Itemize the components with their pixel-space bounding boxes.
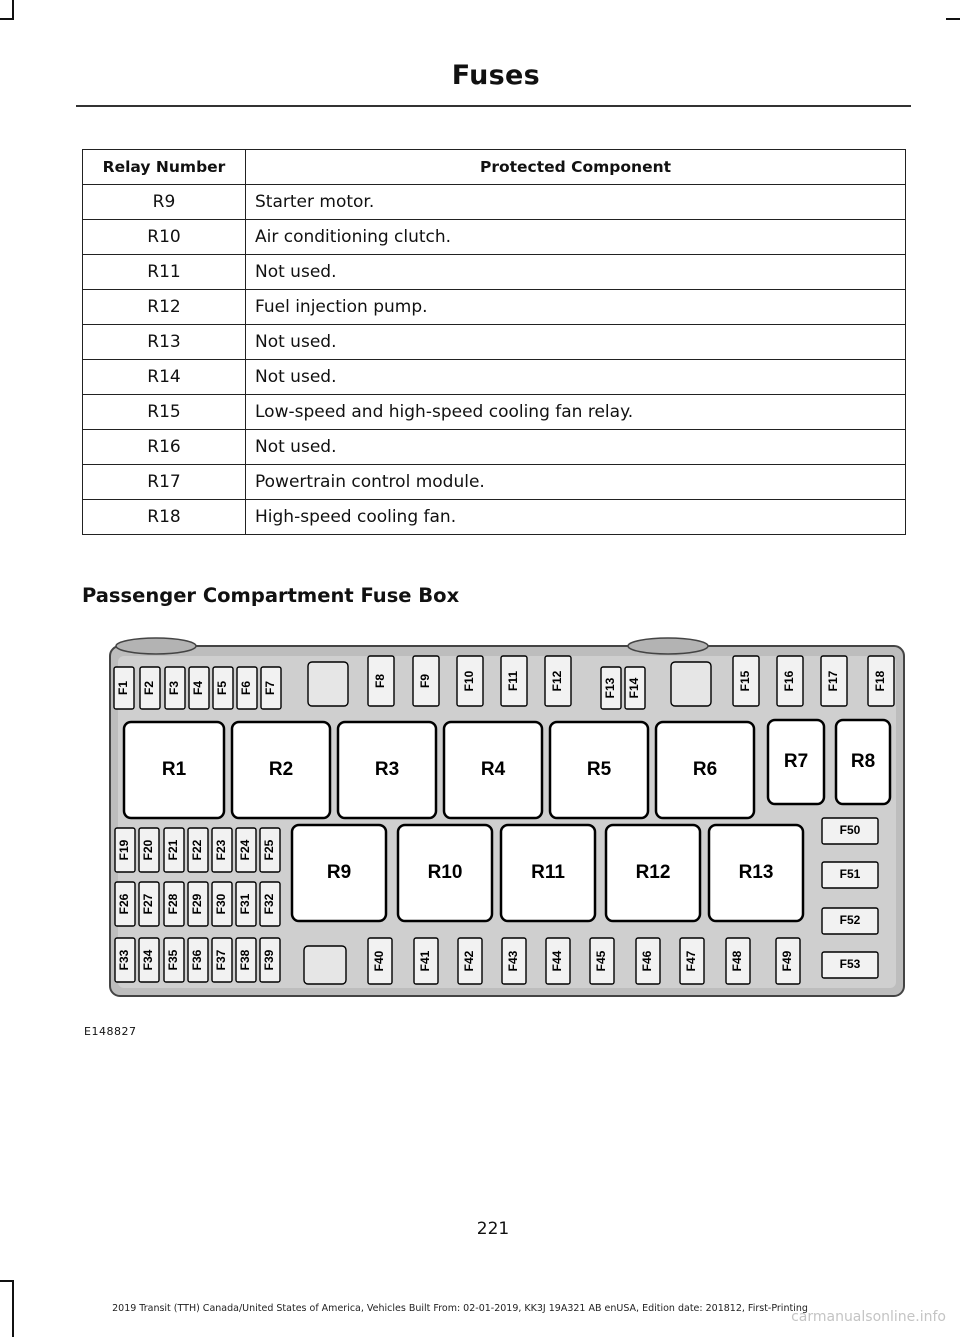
relay-number-cell: R18 bbox=[83, 500, 246, 535]
crop-mark-top-right bbox=[946, 18, 960, 20]
relay-label: R13 bbox=[738, 862, 774, 884]
relay-label: R10 bbox=[427, 862, 463, 884]
relay-label: R12 bbox=[635, 862, 671, 884]
fuse-label: F16 bbox=[782, 670, 797, 692]
relay-label: R2 bbox=[268, 759, 294, 781]
fuse-label: F8 bbox=[373, 673, 388, 689]
table-header-row bbox=[83, 150, 906, 185]
table-row bbox=[83, 360, 906, 395]
fuse-label: F47 bbox=[684, 950, 699, 972]
component-cell: Air conditioning clutch. bbox=[246, 220, 906, 255]
fuse-label: F18 bbox=[873, 670, 888, 692]
fuse-label: F11 bbox=[506, 670, 521, 692]
fuse-label: F24 bbox=[238, 839, 253, 861]
fuse-label: F19 bbox=[117, 839, 132, 861]
crop-mark-top-left-h bbox=[0, 18, 14, 20]
component-cell: Not used. bbox=[246, 430, 906, 465]
fuse-label: F27 bbox=[141, 893, 156, 915]
component-cell: Starter motor. bbox=[246, 185, 906, 220]
fuse-label: F14 bbox=[627, 677, 642, 699]
table-row bbox=[83, 220, 906, 255]
connector-block bbox=[308, 662, 348, 706]
fuse-label: F25 bbox=[262, 839, 277, 861]
fuse-label: F7 bbox=[263, 680, 278, 696]
fuse-label: F28 bbox=[166, 893, 181, 915]
page-title: Fuses bbox=[451, 60, 540, 91]
table-row bbox=[83, 430, 906, 465]
component-cell: Powertrain control module. bbox=[246, 465, 906, 500]
fuse-label: F49 bbox=[780, 950, 795, 972]
relay-number-cell: R14 bbox=[83, 360, 246, 395]
table-row bbox=[83, 185, 906, 220]
fuse-label: F33 bbox=[117, 949, 132, 971]
fuse-label: F39 bbox=[262, 949, 277, 971]
title-divider bbox=[76, 105, 911, 107]
fuse-label: F3 bbox=[167, 680, 182, 696]
table-row bbox=[83, 465, 906, 500]
component-cell: Low-speed and high-speed cooling fan relay. bbox=[246, 395, 906, 430]
component-cell: Not used. bbox=[246, 325, 906, 360]
fuse-label: F23 bbox=[214, 839, 229, 861]
section-heading: Passenger Compartment Fuse Box bbox=[82, 584, 460, 607]
fuse-label: F41 bbox=[418, 950, 433, 972]
fuse-box-diagram bbox=[108, 634, 908, 1004]
page-number: 221 bbox=[476, 1219, 510, 1239]
fuse-label: F38 bbox=[238, 949, 253, 971]
relay-number-cell: R11 bbox=[83, 255, 246, 290]
fuse-label: F51 bbox=[839, 867, 861, 882]
fuse-label: F6 bbox=[239, 680, 254, 696]
fuse-label: F42 bbox=[462, 950, 477, 972]
component-cell: Not used. bbox=[246, 360, 906, 395]
fuse-label: F45 bbox=[594, 950, 609, 972]
table-row bbox=[83, 395, 906, 430]
fuse-label: F13 bbox=[603, 677, 618, 699]
relay-label: R5 bbox=[586, 759, 612, 781]
watermark: carmanualsonline.info bbox=[791, 1309, 946, 1325]
table-row bbox=[83, 255, 906, 290]
table-row bbox=[83, 290, 906, 325]
fuse-label: F50 bbox=[839, 823, 861, 838]
fuse-label: F20 bbox=[141, 839, 156, 861]
fuse-label: F21 bbox=[166, 839, 181, 861]
fuse-label: F37 bbox=[214, 949, 229, 971]
relay-number-cell: R9 bbox=[83, 185, 246, 220]
fuse-label: F22 bbox=[190, 839, 205, 861]
fuse-label: F44 bbox=[550, 950, 565, 972]
fuse-label: F32 bbox=[262, 893, 277, 915]
mount-tab-right bbox=[628, 638, 708, 654]
fuse-label: F5 bbox=[215, 680, 230, 696]
fuse-label: F1 bbox=[116, 680, 131, 696]
table-row bbox=[83, 500, 906, 535]
fuse-label: F53 bbox=[839, 957, 861, 972]
fuse-label: F52 bbox=[839, 913, 861, 928]
relay-label: R6 bbox=[692, 759, 718, 781]
figure-code: E148827 bbox=[84, 1025, 137, 1038]
relay-label: R7 bbox=[783, 751, 809, 773]
column-header-relay-number: Relay Number bbox=[83, 150, 246, 185]
fuse-label: F30 bbox=[214, 893, 229, 915]
fuse-label: F31 bbox=[238, 893, 253, 915]
fuse-label: F43 bbox=[506, 950, 521, 972]
relay-table bbox=[82, 149, 906, 535]
relay-number-cell: R12 bbox=[83, 290, 246, 325]
fuse-label: F10 bbox=[462, 670, 477, 692]
fuse-label: F4 bbox=[191, 680, 206, 696]
fuse-label: F35 bbox=[166, 949, 181, 971]
relay-number-cell: R17 bbox=[83, 465, 246, 500]
relay-label: R9 bbox=[326, 862, 352, 884]
relay-label: R3 bbox=[374, 759, 400, 781]
fuse-label: F46 bbox=[640, 950, 655, 972]
component-cell: Fuel injection pump. bbox=[246, 290, 906, 325]
relay-number-cell: R13 bbox=[83, 325, 246, 360]
fuse-label: F12 bbox=[550, 670, 565, 692]
relay-label: R11 bbox=[531, 862, 565, 884]
fuse-label: F2 bbox=[142, 680, 157, 696]
mount-tab-left bbox=[116, 638, 196, 654]
fuse-label: F15 bbox=[738, 670, 753, 692]
fuse-label: F34 bbox=[141, 949, 156, 971]
fuse-label: F17 bbox=[826, 670, 841, 692]
relay-label: R4 bbox=[480, 759, 506, 781]
table-row bbox=[83, 325, 906, 360]
relay-label: R1 bbox=[161, 759, 187, 781]
component-cell: Not used. bbox=[246, 255, 906, 290]
crop-mark-bottom-left-h bbox=[0, 1280, 14, 1282]
crop-mark-top-left-v bbox=[12, 0, 14, 19]
component-cell: High-speed cooling fan. bbox=[246, 500, 906, 535]
fuse-label: F29 bbox=[190, 893, 205, 915]
fuse-label: F9 bbox=[418, 673, 433, 689]
connector-block bbox=[671, 662, 711, 706]
fuse-label: F40 bbox=[372, 950, 387, 972]
relay-number-cell: R15 bbox=[83, 395, 246, 430]
footer-edition-text: 2019 Transit (TTH) Canada/United States of America, Vehicles Built From: 02-01-2019, KK3J 19A321 AB enUSA, Edition date: 201812, First-Printing bbox=[112, 1303, 808, 1314]
column-header-protected-component: Protected Component bbox=[246, 150, 906, 185]
relay-number-cell: R10 bbox=[83, 220, 246, 255]
relay-label: R8 bbox=[850, 751, 876, 773]
connector-block bbox=[304, 946, 346, 984]
fuse-label: F26 bbox=[117, 893, 132, 915]
fuse-label: F36 bbox=[190, 949, 205, 971]
relay-number-cell: R16 bbox=[83, 430, 246, 465]
fuse-label: F48 bbox=[730, 950, 745, 972]
